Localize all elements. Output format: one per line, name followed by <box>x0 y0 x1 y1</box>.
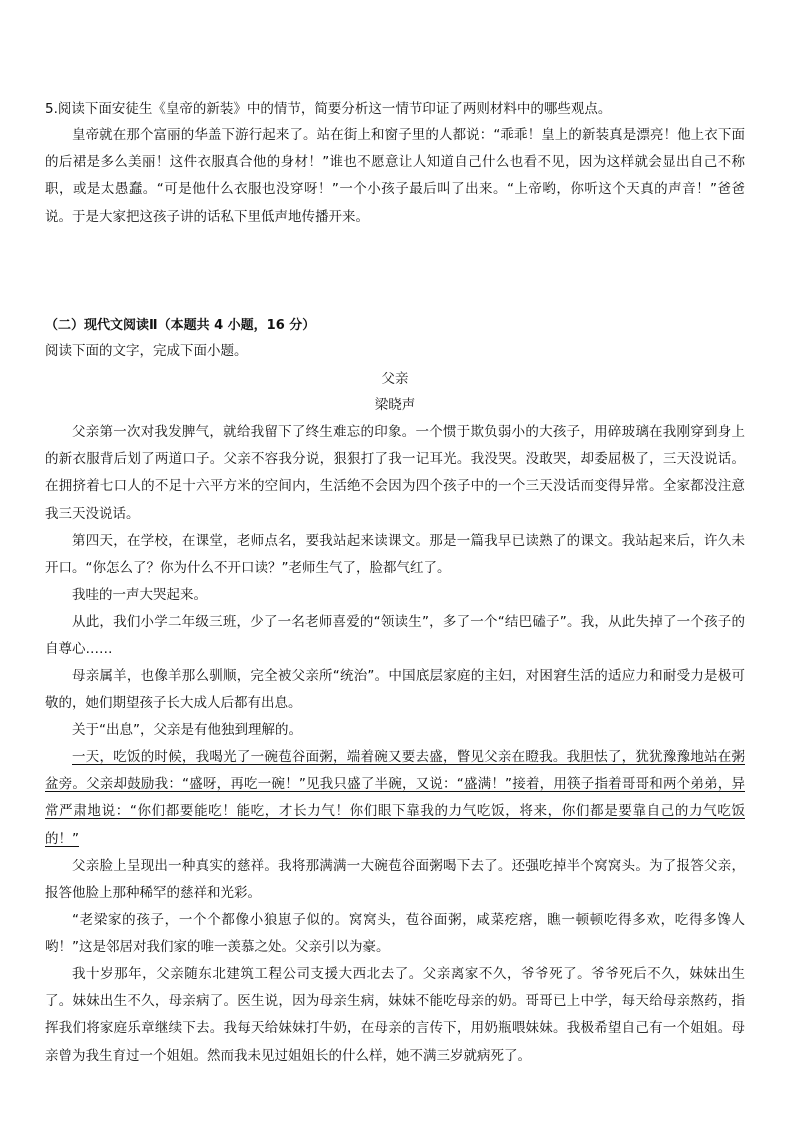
exam-page <box>45 0 745 1123</box>
article-paragraph-4: 从此，我们小学二年级三班，少了一名老师喜爱的“领读生”，多了一个“结巴磕子”。我，从此失掉了一个孩子的自尊心…… <box>45 614 745 658</box>
article-paragraph-3: 我哇的一声大哭起来。 <box>72 587 207 603</box>
article-paragraph-8: 父亲脸上呈现出一种真实的慈祥。我将那满满一大碗苞谷面粥喝下去了。还强吃掉半个窝窝头。为了报答父亲，报答他脸上那种稀罕的慈祥和光彩。 <box>45 858 745 902</box>
section-heading: （二）现代文阅读Ⅱ（本题共 4 小题，16 分） <box>45 318 316 333</box>
article-paragraph-9: “老梁家的孩子，一个个都像小狼崽子似的。窝窝头，苞谷面粥，咸菜疙瘩，瞧一顿顿吃得多欢，吃得多馋人哟！”这是邻居对我们家的唯一羡慕之处。父亲引以为豪。 <box>45 912 745 956</box>
section-instruction: 阅读下面的文字，完成下面小题。 <box>45 343 248 359</box>
article-paragraph-2: 第四天，在学校，在课堂，老师点名，要我站起来读课文。那是一篇我早已读熟了的课文。我站起来后，许久未开口。“你怎么了？你为什么不开口读？”老师生气了，脸都气红了。 <box>45 533 745 577</box>
question-5-excerpt: 皇帝就在那个富丽的华盖下游行起来了。站在街上和窗子里的人都说：“乖乖！皇上的新装真是漂亮！他上衣下面的后裙是多么美丽！这件衣服真合他的身材！”谁也不愿意让人知道自己什么也看不见，因为这样就会显出自己不称职，或是太愚蠢。“可是他什么衣服也没穿呀！”一个小孩子最后叫了出来。“上帝哟，你听这个天真的声音！”爸爸说。于是大家把这孩子讲的话私下里低声地传播开来。 <box>45 127 745 225</box>
article-paragraph-1: 父亲第一次对我发脾气，就给我留下了终生难忘的印象。一个惯于欺负弱小的大孩子，用碎玻璃在我刚穿到身上的新衣服背后划了两道口子。父亲不容我分说，狠狠打了我一记耳光。我没哭。没敢哭，却委屈极了，三天没说话。在拥挤着七口人的不足十六平方米的空间内，生活绝不会因为四个孩子中的一个三天没话而变得异常。全家都没注意我三天没说话。 <box>45 424 745 522</box>
article-paragraph-10: 我十岁那年，父亲随东北建筑工程公司支援大西北去了。父亲离家不久，爷爷死了。爷爷死后不久，妹妹出生了。妹妹出生不久，母亲病了。医生说，因为母亲生病，妹妹不能吃母亲的奶。哥哥已上中学，每天给母亲熬药，指挥我们将家庭乐章继续下去。我每天给妹妹打牛奶，在母亲的言传下，用奶瓶喂妹妹。我极希望自己有一个姐姐。母亲曾为我生育过一个姐姐。然而我未见过姐姐长的什么样，她不满三岁就病死了。 <box>45 966 745 1064</box>
article-paragraph-6: 关于“出息”，父亲是有他独到理解的。 <box>72 722 302 738</box>
article-title: 父亲 <box>381 371 409 387</box>
article-paragraph-7-underlined: 一天，吃饭的时候，我喝光了一碗苞谷面粥，端着碗又要去盛，瞥见父亲在瞪我。我胆怯了，犹犹豫豫地站在粥盆旁。父亲却鼓励我：“盛呀，再吃一碗！”见我只盛了半碗，又说：“盛满！”接着，用筷子指着哥哥和两个弟弟，异常严肃地说：“你们都要能吃！能吃，才长力气！你们眼下靠我的力气吃饭，将来，你们都是要靠自己的力气吃饭的！” <box>45 749 745 847</box>
article-author: 梁晓声 <box>374 397 416 413</box>
article-paragraph-5: 母亲属羊，也像羊那么驯顺，完全被父亲所“统治”。中国底层家庭的主妇，对困窘生活的适应力和耐受力是极可敬的，她们期望孩子长大成人后都有出息。 <box>45 668 745 712</box>
question-5-prompt: 5.阅读下面安徒生《皇帝的新装》中的情节，简要分析这一情节印证了两则材料中的哪些观点。 <box>45 101 612 117</box>
